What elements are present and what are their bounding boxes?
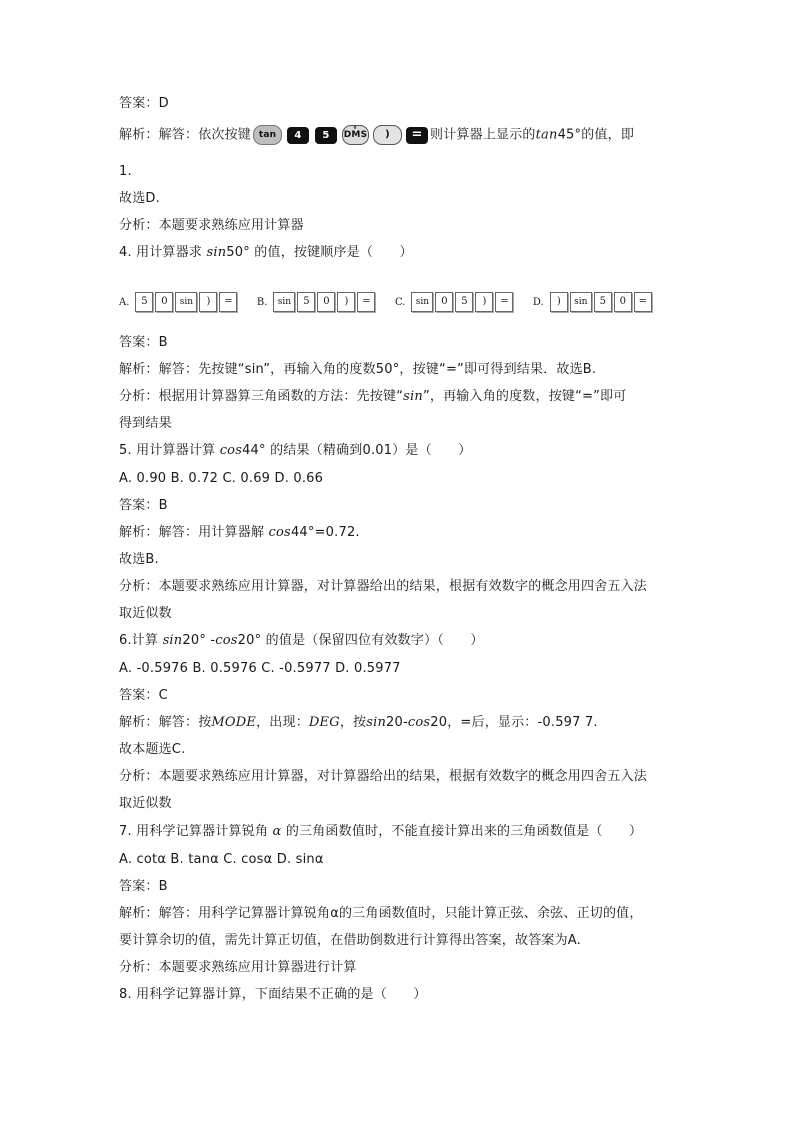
q6-a-deg: DEG: [308, 715, 340, 730]
q7-summary: 分析：本题要求熟练应用计算器进行计算: [119, 960, 357, 975]
q4-stem-suffix: 的值，按键顺序是（ ）: [254, 245, 413, 260]
key-box: sin: [175, 292, 197, 312]
q5-analysis-prefix: 解析：解答：用计算器解: [119, 525, 265, 540]
q3-analysis-tail: 的值，即: [581, 127, 635, 143]
q5-analysis-value: 44°: [290, 525, 315, 540]
q7-answer: 答案：B: [119, 879, 168, 894]
q5-answer: 答案：B: [119, 498, 168, 513]
q4-summary-prefix: 分析：根据用计算器算三角函数的方法：先按键“: [119, 389, 404, 404]
key-box: 5: [297, 292, 315, 312]
q6-a-mid1: ，出现：: [256, 715, 309, 730]
q7-stem: [119, 824, 642, 840]
dms-key-icon: ° DMS: [342, 125, 369, 145]
q6-answer: 答案：C: [119, 688, 168, 703]
key-box: ): [475, 292, 493, 312]
q6-choice: 故本题选C.: [119, 742, 186, 757]
key-box: sin: [273, 292, 295, 312]
q4-summary-line2: 得到结果: [119, 416, 172, 431]
q6-a-mid2: ，按: [339, 715, 367, 730]
key-box: =: [495, 292, 513, 312]
q6-a-prefix: 解析：解答：按: [119, 715, 212, 730]
q6-minus: -: [210, 633, 216, 648]
q6-analysis: [119, 715, 598, 731]
q5-stem-suffix: 的结果（精确到0.01）是（ ）: [270, 443, 472, 458]
q6-summary: 分析：本题要求熟练应用计算器，对计算器给出的结果，根据有效数字的概念用四舍五入法: [119, 769, 648, 784]
q6-stem-prefix: 6.计算: [119, 633, 159, 648]
q6-stem-suffix: 的值是（保留四位有效数字）（ ）: [265, 633, 484, 648]
key-box: ): [550, 292, 568, 312]
q5-analysis-fn: cos: [268, 525, 291, 540]
q3-analysis-prefix: 解析：解答：依次按键: [119, 127, 252, 143]
q6-a-fn1: sin: [366, 715, 387, 730]
key-box: 0: [155, 292, 173, 312]
q4-option-c: [395, 292, 515, 312]
option-letter: D.: [532, 296, 544, 308]
key-box: =: [219, 292, 237, 312]
option-letter: B.: [256, 296, 268, 308]
digit-5-key-icon: 5: [315, 127, 337, 144]
key-box: 5: [455, 292, 473, 312]
q4-summary-suffix: ”，再输入角的度数，按键“=”即可: [422, 389, 627, 404]
q3-choice: 故选D.: [119, 191, 160, 206]
q6-fn1: sin: [162, 633, 183, 648]
key-box: sin: [411, 292, 433, 312]
q4-answer: 答案：B: [119, 335, 168, 350]
q5-fn: cos: [219, 443, 243, 458]
q6-options: A. -0.5976 B. 0.5976 C. -0.5977 D. 0.5977: [119, 661, 401, 676]
q3-value: 45°: [557, 127, 582, 143]
q3-answer: 答案：D: [119, 96, 169, 111]
key-box: =: [357, 292, 375, 312]
q4-stem: [119, 245, 413, 261]
q5-choice: 故选B.: [119, 552, 159, 567]
q6-a-fn2: cos: [407, 715, 431, 730]
key-box: 5: [135, 292, 153, 312]
q4-stem-prefix: 4. 用计算器求: [119, 245, 203, 260]
q4-summary: [119, 389, 626, 405]
q7-options: A. cotα B. tanα C. cosα D. sinα: [119, 852, 324, 867]
q7-analysis-line2: 要计算余切的值，需先计算正切值，在借助倒数进行计算得出答案，故答案为A.: [119, 933, 581, 948]
q7-analysis: 解析：解答：用科学记算器计算锐角α的三角函数值时，只能计算正弦、余弦、正切的值，: [119, 906, 643, 921]
q6-a-tail: 20，=后，显示：-0.597 7.: [430, 715, 598, 730]
q6-summary-line2: 取近似数: [119, 796, 172, 811]
key-box: 5: [594, 292, 612, 312]
q6-v2: 20°: [237, 633, 262, 648]
q6-fn2: cos: [215, 633, 238, 648]
q3-analysis-after-keys: 则计算器上显示的: [430, 127, 536, 143]
key-box: =: [634, 292, 652, 312]
q5-stem-value: 44°: [242, 443, 266, 458]
option-letter: A.: [119, 296, 130, 308]
q4-option-b: [257, 292, 378, 312]
q5-stem: [119, 443, 471, 459]
q6-stem: [119, 633, 484, 649]
equals-key-icon: =: [406, 127, 428, 144]
q6-v1: 20°: [182, 633, 207, 648]
q5-summary: 分析：本题要求熟练应用计算器，对计算器给出的结果，根据有效数字的概念用四舍五入法: [119, 579, 648, 594]
q3-summary: 分析：本题要求熟练应用计算器: [119, 218, 304, 233]
q4-stem-value: 50°: [226, 245, 250, 260]
q4-option-d: [533, 292, 654, 312]
q4-summary-fn: sin: [403, 389, 423, 404]
key-box: sin: [570, 292, 592, 312]
digit-4-key-icon: 4: [287, 127, 309, 144]
q7-alpha: α: [272, 824, 282, 839]
q3-result: 1.: [119, 164, 132, 179]
q8-stem: 8. 用科学记算器计算，下面结果不正确的是（ ）: [119, 987, 427, 1002]
q6-a-v1: 20-: [386, 715, 408, 730]
q4-options: [119, 292, 668, 316]
q4-option-a: [119, 292, 239, 312]
key-box: 0: [435, 292, 453, 312]
tan-key-icon: tan: [253, 125, 282, 145]
option-letter: C.: [394, 296, 406, 308]
q4-fn: sin: [206, 245, 227, 260]
q5-stem-prefix: 5. 用计算器计算: [119, 443, 216, 458]
q5-summary-line2: 取近似数: [119, 606, 172, 621]
q7-stem-suffix: 的三角函数值时，不能直接计算出来的三角函数值是（ ）: [285, 824, 643, 839]
q7-stem-prefix: 7. 用科学记算器计算锐角: [119, 824, 269, 839]
q5-options: A. 0.90 B. 0.72 C. 0.69 D. 0.66: [119, 471, 324, 486]
q6-a-mode: MODE: [211, 715, 257, 730]
key-box: 0: [317, 292, 335, 312]
close-paren-key-icon: ): [373, 125, 402, 145]
q3-analysis: [119, 125, 634, 145]
key-box: 0: [614, 292, 632, 312]
key-box: ): [199, 292, 217, 312]
q5-analysis-suffix: =0.72.: [314, 525, 360, 540]
q5-analysis: [119, 525, 360, 541]
q3-fn: tan: [535, 127, 558, 143]
q4-analysis: 解析：解答：先按键“sin”，再输入角的度数50°，按键“=”即可得到结果．故选B.: [119, 362, 597, 377]
key-box: ): [337, 292, 355, 312]
